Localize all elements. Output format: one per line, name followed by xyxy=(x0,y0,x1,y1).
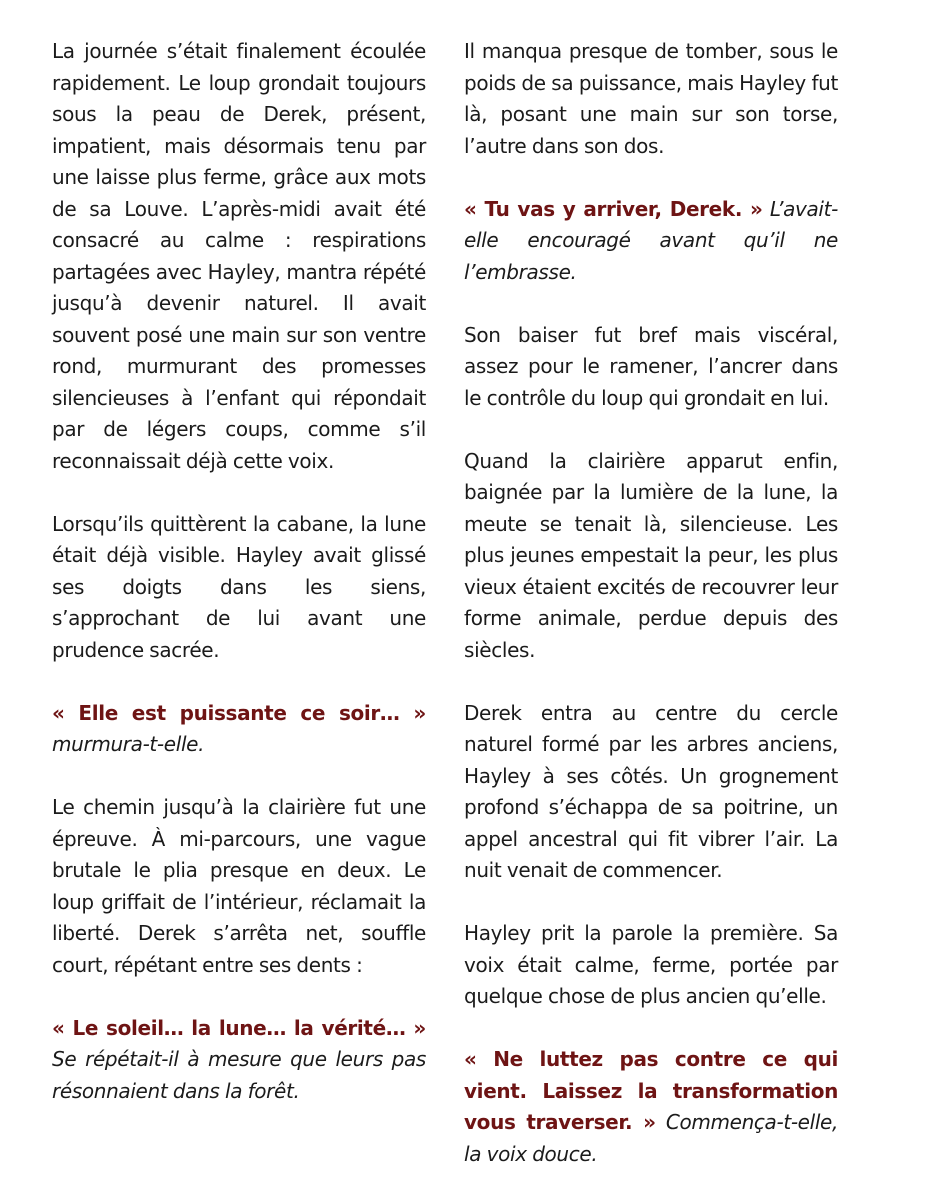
paragraph-day-passed: La journée s’était finalement écoulée rapidement. Le loup grondait toujours sous la peau de Derek, présent, impatient, mais désormais tenu par une laisse plus ferme, grâce aux mots de sa Louve. L’après-midi avait été consacré au calme : respirations partagées avec Hayley, mantra répété jusqu’à devenir naturel. Il avait souvent posé une main sur son ventre rond, murmurant des promesses silencieuses à l’enfant qui répondait par de légers coups, comme s’il reconnaissait déjà cette voix. xyxy=(52,39,426,473)
paragraph-transformation xyxy=(464,1044,838,1170)
paragraph-kiss: Son baiser fut bref mais viscéral, assez pour le ramener, l’ancrer dans le contrôle du loup qui grondait en lui. xyxy=(464,322,838,410)
dialogue-tag: murmura-t-elle. xyxy=(52,732,205,756)
paragraph-almost-fell: Il manqua presque de tomber, sous le poids de sa puissance, mais Hayley fut là, posant une main sur son torse, l’autre dans son dos. xyxy=(464,39,838,158)
paragraph-clearing-appears: Quand la clairière apparut enfin, baignée par la lumière de la lune, la meute se tenait là, silencieuse. Les plus jeunes empestait la peur, les plus vieux étaient excités de recouvrer leur forme animale, perdue depuis des siècles. xyxy=(464,448,838,662)
paragraph-hayley-encourage xyxy=(464,194,838,289)
paragraph-hayley-whisper xyxy=(52,698,426,761)
dialogue-quote: « Elle est puissante ce soir… » xyxy=(52,700,426,725)
left-column xyxy=(52,36,426,1200)
dialogue-tag: Commença-t-elle, la voix douce. xyxy=(464,1110,839,1166)
paragraph-derek-circle: Derek entra au centre du cercle naturel formé par les arbres anciens, Hayley à ses côtés. Un grognement profond s’échappa de sa poitrine, un appel ancestral qui fit vibrer l’air. La nuit venait de commencer. xyxy=(464,700,838,882)
dialogue-quote: « Ne luttez pas contre ce qui vient. Laissez la transformation vous traverser. » xyxy=(464,1047,838,1134)
right-column xyxy=(464,36,838,1200)
dialogue-tag: L’avait-elle encouragé avant qu’il ne l’embrasse. xyxy=(464,196,838,284)
paragraph-derek-mantra xyxy=(52,1013,426,1108)
paragraph-path-to-clearing: Le chemin jusqu’à la clairière fut une épreuve. À mi-parcours, une vague brutale le plia presque en deux. Le loup griffait de l’intérieur, réclamait la liberté. Derek s’arrêta net, souffle court, répétant entre ses dents : xyxy=(52,795,426,977)
paragraph-hayley-speaks: Hayley prit la parole la première. Sa voix était calme, ferme, portée par quelque chose de plus ancien qu’elle. xyxy=(464,921,838,1008)
dialogue-quote: « Tu vas y arriver, Derek. » xyxy=(464,196,763,221)
dialogue-quote: « Le soleil… la lune… la vérité… » xyxy=(52,1015,426,1040)
dialogue-tag: Se répétait-il à mesure que leurs pas résonnaient dans la forêt. xyxy=(52,1047,426,1103)
paragraph-leaving-cabin: Lorsqu’ils quittèrent la cabane, la lune était déjà visible. Hayley avait glissé ses doigts dans les siens, s’approchant de lui avant une prudence sacrée. xyxy=(52,511,426,662)
